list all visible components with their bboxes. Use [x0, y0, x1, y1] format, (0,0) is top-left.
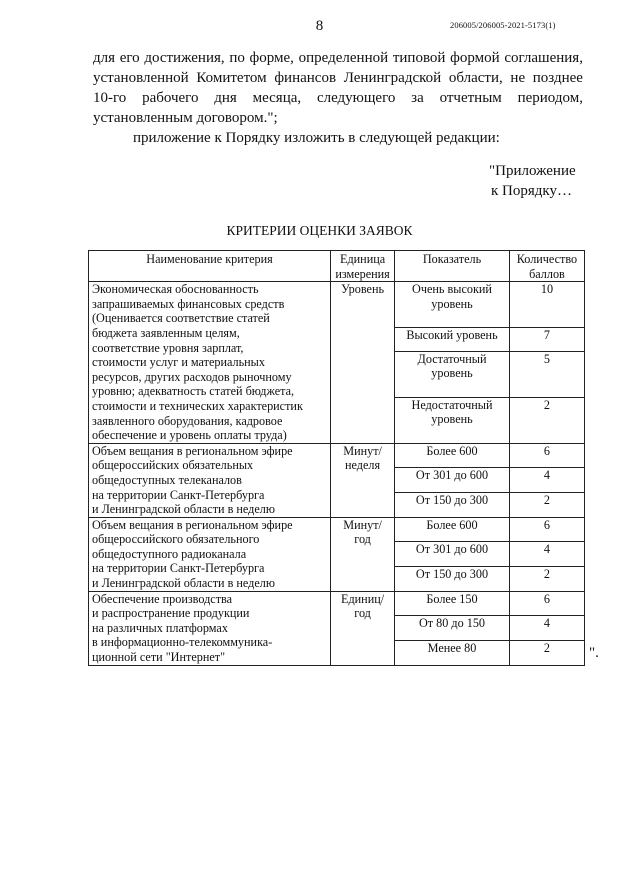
- table-body: [89, 282, 585, 665]
- table-header-row: [89, 251, 585, 282]
- indicator-cell: Менее 80: [395, 640, 510, 665]
- criterion-name: Экономическая обоснованность запрашиваемых финансовых средств (Оценивается соответствие статей бюджета заявленным целям, соответствие уровня зарплат, стоимости услуг и материальных ресурсов, других расходов рыночному уровню; адекватность статей бюджета, стоимости и технических характеристик заявленного оборудования, кадровое обеспечение и уровень оплаты труда): [89, 282, 331, 444]
- points-cell: 4: [509, 616, 584, 641]
- indicator-cell: Очень высокий уровень: [395, 282, 510, 328]
- criterion-unit: Минут/ неделя: [331, 443, 395, 517]
- table-row: [89, 282, 585, 328]
- indicator-cell: От 301 до 600: [395, 542, 510, 567]
- points-cell: 4: [509, 542, 584, 567]
- criterion-unit: Единиц/ год: [331, 591, 395, 665]
- table-row: [89, 591, 585, 616]
- paragraph-continuation: [93, 48, 583, 128]
- paragraph-instruction: приложение к Порядку изложить в следующей редакции:: [133, 130, 500, 146]
- header-indicator: Показатель: [395, 251, 510, 282]
- table-row: [89, 443, 585, 468]
- criterion-name: Объем вещания в региональном эфире общероссийского обязательного общедоступного радиоканала на территории Санкт-Петербурга и Ленинградской области в неделю: [89, 517, 331, 591]
- paragraph-line-1: для его достижения, по форме, определенной типовой формой соглашения,: [93, 50, 583, 66]
- header-points: Количество баллов: [509, 251, 584, 282]
- indicator-cell: Более 600: [395, 517, 510, 542]
- criterion-unit: Минут/ год: [331, 517, 395, 591]
- appendix-note: [489, 161, 599, 201]
- table-title: КРИТЕРИИ ОЦЕНКИ ЗАЯВОК: [226, 223, 413, 238]
- header-name: Наименование критерия: [89, 251, 331, 282]
- points-cell: 2: [509, 567, 584, 592]
- table-row: [89, 517, 585, 542]
- criterion-name: Объем вещания в региональном эфире общероссийских обязательных общедоступных телеканалов на территории Санкт-Петербурга и Ленинградской области в неделю: [89, 443, 331, 517]
- indicator-cell: От 301 до 600: [395, 468, 510, 493]
- criteria-table: [88, 250, 585, 666]
- indicator-cell: Более 600: [395, 443, 510, 468]
- points-cell: 7: [509, 328, 584, 352]
- criterion-unit: Уровень: [331, 282, 395, 444]
- indicator-cell: Высокий уровень: [395, 328, 510, 352]
- document-code: 206005/206005-2021-5173(1): [450, 20, 556, 30]
- appendix-note-line-2: к Порядку…: [491, 183, 572, 199]
- indicator-cell: Достаточный уровень: [395, 351, 510, 397]
- points-cell: 10: [509, 282, 584, 328]
- points-cell: 2: [509, 640, 584, 665]
- appendix-note-line-1: "Приложение: [489, 163, 576, 179]
- indicator-cell: Более 150: [395, 591, 510, 616]
- indicator-cell: От 80 до 150: [395, 616, 510, 641]
- points-cell: 6: [509, 591, 584, 616]
- closing-quote: ".: [589, 645, 599, 661]
- page-number: 8: [315, 18, 324, 34]
- header-unit: Единица измерения: [331, 251, 395, 282]
- indicator-cell: Недостаточный уровень: [395, 397, 510, 443]
- indicator-cell: От 150 до 300: [395, 493, 510, 518]
- paragraph-line-3: 10-го рабочего дня месяца, следующего за отчетным периодом,: [93, 90, 583, 106]
- points-cell: 6: [509, 443, 584, 468]
- points-cell: 4: [509, 468, 584, 493]
- criterion-name: Обеспечение производства и распространение продукции на различных платформах в информационно-телекоммуника- ционной сети "Интернет": [89, 591, 331, 665]
- points-cell: 2: [509, 397, 584, 443]
- paragraph-line-2: установленной Комитетом финансов Ленинградской области, не позднее: [93, 70, 583, 86]
- points-cell: 5: [509, 351, 584, 397]
- points-cell: 6: [509, 517, 584, 542]
- paragraph-line-4: установленным договором.";: [93, 110, 278, 126]
- indicator-cell: От 150 до 300: [395, 567, 510, 592]
- points-cell: 2: [509, 493, 584, 518]
